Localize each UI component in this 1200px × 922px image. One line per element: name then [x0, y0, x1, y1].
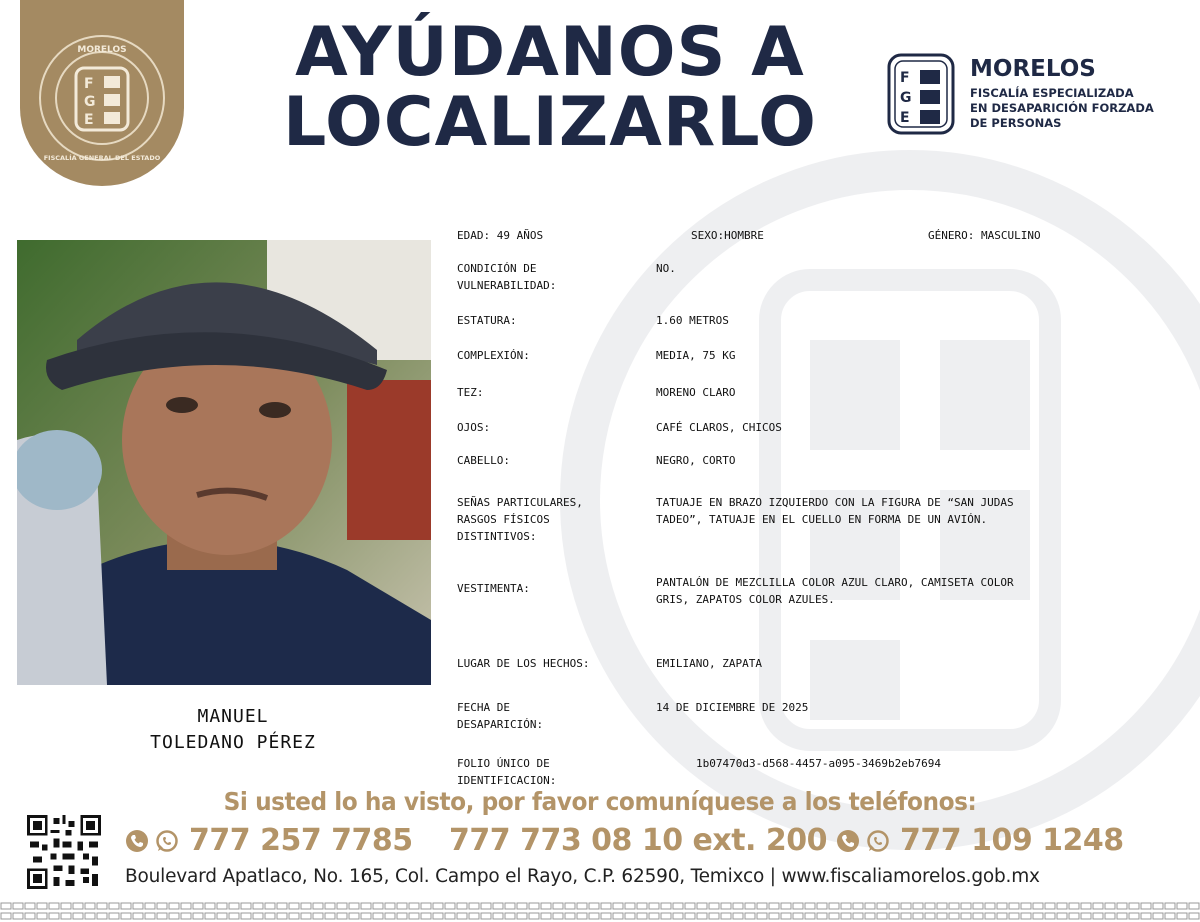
label-vulnerabilidad: CONDICIÓN DE VULNERABILIDAD:: [457, 262, 557, 292]
phone-3-number: 777 109 1248: [900, 823, 1124, 858]
qr-code-icon: [27, 815, 101, 889]
address-and-website[interactable]: Boulevard Apatlaco, No. 165, Col. Campo el Rayo, C.P. 62590, Temixco | www.fiscaliamorelos.gob.mx: [125, 866, 1040, 887]
brand-subtitle: [970, 86, 1190, 131]
label-lugar: LUGAR DE LOS HECHOS:: [457, 657, 590, 670]
phone-1-number: 777 257 7785: [189, 823, 413, 858]
svg-text:G: G: [900, 90, 912, 106]
label-ojos: OJOS:: [457, 421, 491, 434]
headline-line-2: LOCALIZARLO: [283, 83, 817, 162]
phone-2[interactable]: [449, 823, 827, 858]
phone-icon: [125, 829, 149, 853]
value-fecha: 14 DE DICIEMBRE DE 2025: [656, 701, 809, 714]
field-genero: GÉNERO: MASCULINO: [928, 229, 1041, 242]
svg-text:E: E: [900, 110, 910, 126]
label-folio: FOLIO ÚNICO DE IDENTIFICACION:: [457, 757, 557, 787]
value-vestimenta: PANTALÓN DE MEZCLILLA COLOR AZUL CLARO, CAMISETA COLOR GRIS, ZAPATOS COLOR AZULES.: [656, 576, 1014, 606]
label-senas: SEÑAS PARTICULARES, RASGOS FÍSICOS DISTINTIVOS:: [457, 496, 583, 543]
phone-2-number: 777 773 08 10 ext. 200: [449, 823, 828, 858]
value-folio: 1b07470d3-d568-4457-a095-3469b2eb7694: [696, 757, 942, 770]
value-complexion: MEDIA, 75 KG: [656, 349, 736, 362]
fge-logo-icon: [886, 52, 956, 136]
brand-title: MORELOS: [970, 56, 1096, 82]
whatsapp-icon: [155, 829, 179, 853]
label-complexion: COMPLEXIÓN:: [457, 349, 530, 362]
brand-subtitle-line-3: DE PERSONAS: [970, 116, 1062, 130]
phone-1[interactable]: [125, 823, 413, 858]
svg-text:FISCALÍA GENERAL DEL ESTADO: FISCALÍA GENERAL DEL ESTADO: [43, 154, 161, 162]
person-name-line-2: TOLEDANO PÉREZ: [150, 732, 316, 753]
fge-seal: [20, 0, 184, 186]
value-cabello: NEGRO, CORTO: [656, 454, 736, 467]
value-senas: TATUAJE EN BRAZO IZQUIERDO CON LA FIGURA DE “SAN JUDAS TADEO”, TATUAJE EN EL CUELLO EN FORMA DE UN AVIÓN.: [656, 496, 1014, 526]
field-sexo: SEXO:HOMBRE: [691, 229, 764, 242]
svg-text:E: E: [84, 112, 94, 128]
person-photo: [17, 240, 431, 685]
brand-subtitle-line-2: EN DESAPARICIÓN FORZADA: [970, 101, 1154, 115]
brand-block: [886, 52, 1186, 142]
label-estatura: ESTATURA:: [457, 314, 517, 327]
value-estatura: 1.60 METROS: [656, 314, 729, 327]
page-title: [230, 13, 870, 162]
value-ojos: CAFÉ CLAROS, CHICOS: [656, 421, 782, 434]
svg-text:F: F: [900, 70, 910, 86]
headline-line-1: AYÚDANOS A: [295, 13, 805, 92]
svg-text:MORELOS: MORELOS: [77, 45, 127, 55]
whatsapp-icon: [866, 829, 890, 853]
label-tez: TEZ:: [457, 386, 484, 399]
value-lugar: EMILIANO, ZAPATA: [656, 657, 762, 670]
person-name: [95, 704, 371, 756]
label-fecha: FECHA DE DESAPARICIÓN:: [457, 701, 544, 731]
value-vulnerabilidad: NO.: [656, 262, 676, 275]
decorative-border: [0, 900, 1200, 922]
contact-call-to-action: Si usted lo ha visto, por favor comuníquese a los teléfonos:: [223, 787, 977, 816]
brand-subtitle-line-1: FISCALÍA ESPECIALIZADA: [970, 86, 1134, 100]
fge-seal-icon: [20, 0, 184, 186]
label-cabello: CABELLO:: [457, 454, 510, 467]
phone-3[interactable]: [836, 823, 1124, 858]
svg-text:F: F: [84, 76, 94, 92]
svg-text:G: G: [84, 94, 96, 110]
phone-icon: [836, 829, 860, 853]
label-vestimenta: VESTIMENTA:: [457, 582, 530, 595]
field-edad: EDAD: 49 AÑOS: [457, 229, 544, 242]
person-name-line-1: MANUEL: [197, 706, 269, 727]
value-tez: MORENO CLARO: [656, 386, 736, 399]
